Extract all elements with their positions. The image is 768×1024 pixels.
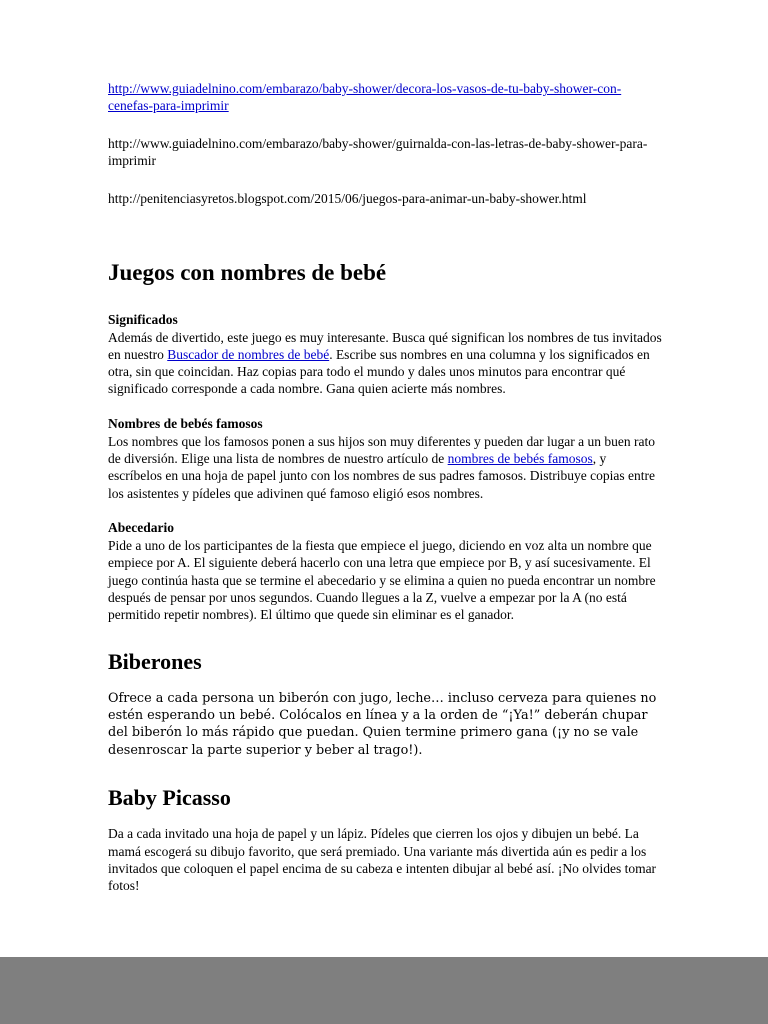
paragraph-abecedario: Pide a uno de los participantes de la fiesta que empiece el juego, diciendo en voz alta un nombre que empiece por A. El siguiente deberá hacerlo con una letra que empiece por B, y así sucesivamente. El juego continúa hasta que se termine el abecedario y se elimina a quien no pueda encontrar un nombre después de pensar por unos segundos. Cuando llegues a la Z, vuelve a empezar por la A (no está permitido repetir nombres). El último que quede sin eliminar es el ganador.	[108, 537, 656, 623]
subheading-nombres-famosos: Nombres de bebés famosos	[108, 415, 263, 431]
paragraph-biberones: Ofrece a cada persona un biberón con jugo, leche… incluso cerveza para quienes no estén esperando un bebé. Colócalos en línea y a la orden de “¡Ya!” deberán chupar del biberón lo más rápido que puedan. Quien termine primero gana (¡y no se vale desenroscar la parte superior y beber al trago!).	[108, 690, 657, 758]
top-hyperlink[interactable]: http://www.guiadelnino.com/embarazo/baby-shower/decora-los-vasos-de-tu-baby-shower-con-cenefas-para-imprimir	[108, 81, 622, 113]
subheading-abecedario: Abecedario	[108, 519, 174, 535]
heading-biberones: Biberones	[108, 649, 202, 675]
paragraph-famosos-text-after: , y escríbelos en una hoja de papel junto con los nombres de sus padres famosos. Distribuye copias entre los asistentes y pídeles que adivinen qué famoso eligió esos nombres.	[108, 451, 655, 501]
plain-url-penitencias: http://penitenciasyretos.blogspot.com/2015/06/juegos-para-animar-un-baby-shower.html	[108, 191, 587, 206]
paragraph-significados	[108, 329, 662, 398]
paragraph-famosos-text-before: Los nombres que los famosos ponen a sus hijos son muy diferentes y pueden dar lugar a un buen rato de diversión. Elige una lista de nombres de nuestro artículo de	[108, 433, 656, 467]
link-nombres-bebes-famosos[interactable]: nombres de bebés famosos	[447, 451, 593, 467]
paragraph-significados-text-before: Además de divertido, este juego es muy interesante. Busca qué significan los nombres de tus invitados en nuestro	[108, 329, 662, 362]
heading-juegos-con-nombres: Juegos con nombres de bebé	[108, 260, 387, 285]
paragraph-significados-text-after: . Escribe sus nombres en una columna y los significados en otra, sin que coincidan. Haz copias para todo el mundo y dales unos minutos para encontrar qué significado corresponde a cada nombre. Gana quien acierte más nombres.	[108, 346, 650, 397]
link-buscador-de-nombres[interactable]: Buscador de nombres de bebé	[167, 346, 330, 362]
plain-url-guirnalda: http://www.guiadelnino.com/embarazo/baby-shower/guirnalda-con-las-letras-de-baby-shower-para-imprimir	[108, 136, 648, 168]
paragraph-famosos	[108, 433, 662, 502]
paragraph-baby-picasso: Da a cada invitado una hoja de papel y un lápiz. Pídeles que cierren los ojos y dibujen un bebé. La mamá escogerá su dibujo favorito, que será premiado. Una variante más divertida aún es pedir a los invitados que coloquen el papel encima de su cabeza e intenten dibujar al bebé así. ¡No olvides tomar fotos!	[108, 826, 657, 894]
heading-baby-picasso: Baby Picasso	[108, 785, 231, 811]
subheading-significados: Significados	[108, 311, 178, 327]
